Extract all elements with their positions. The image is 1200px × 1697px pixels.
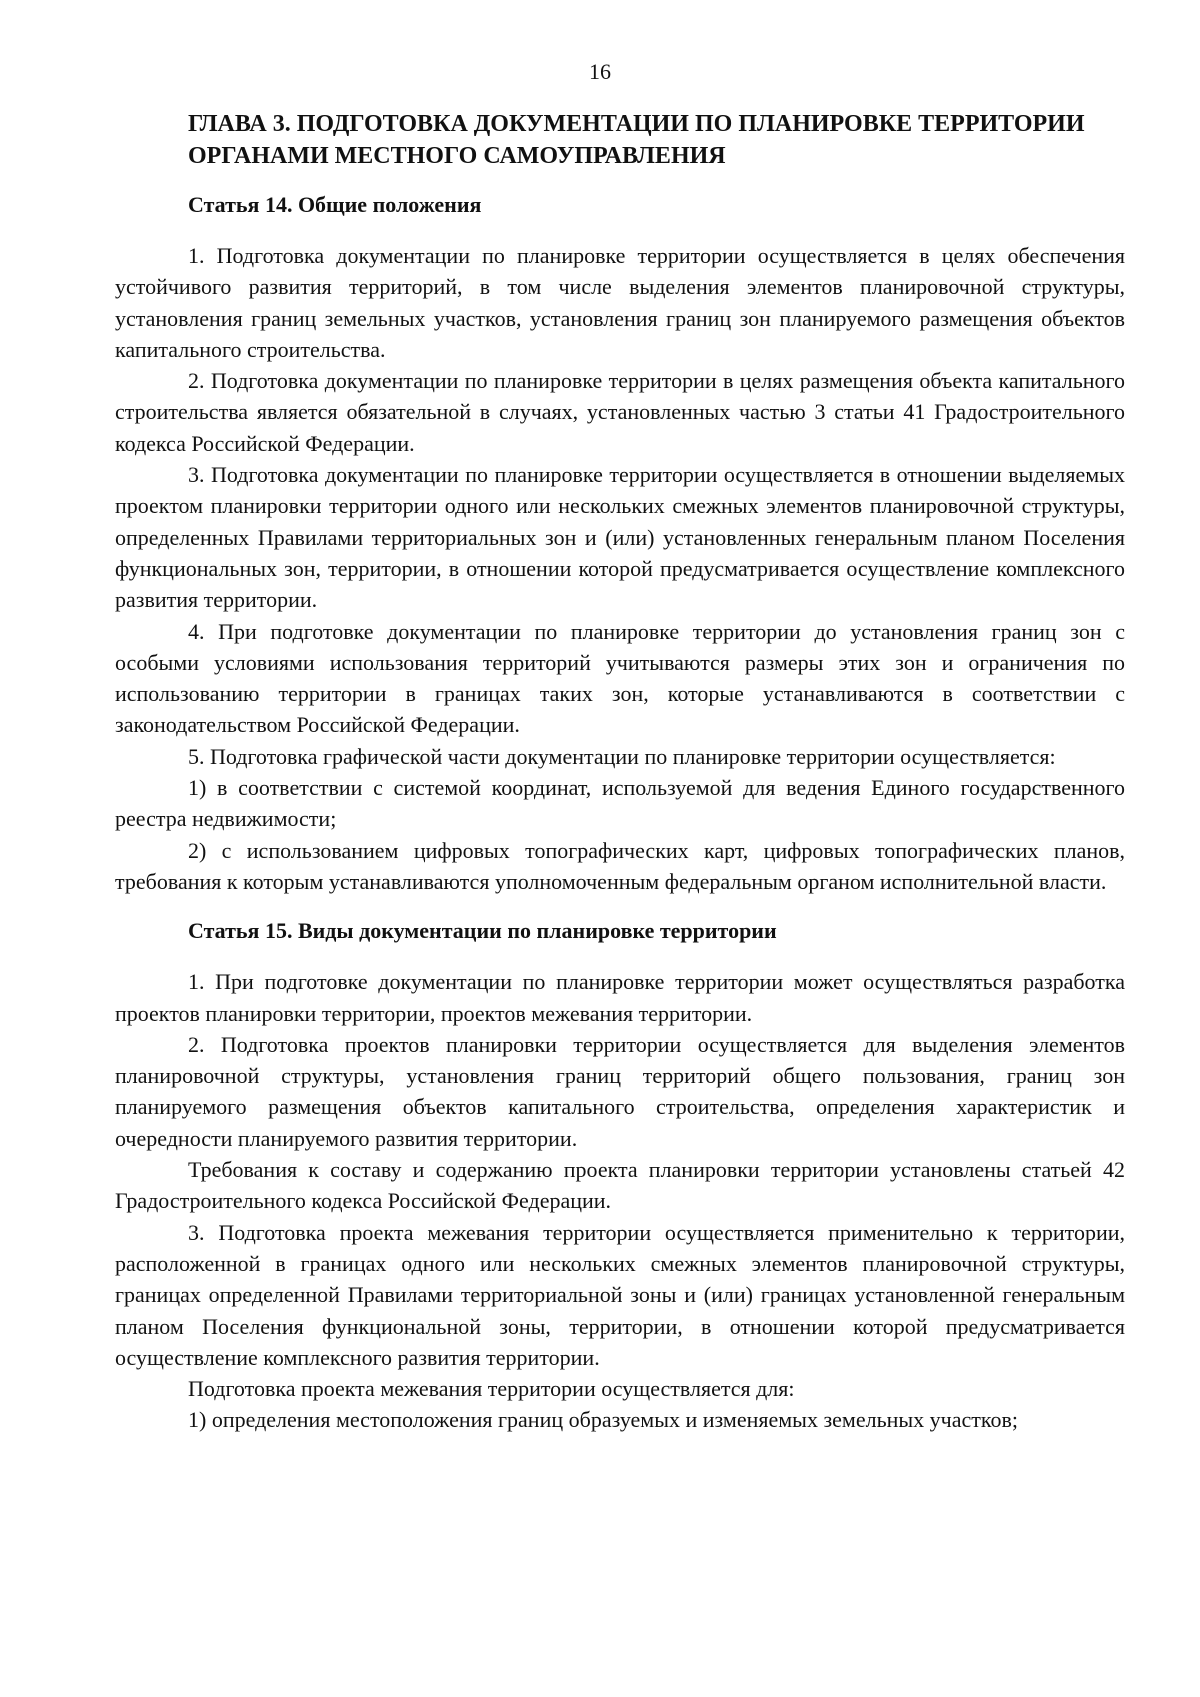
article-15-paragraph-3: 3. Подготовка проекта межевания территории осуществляется применительно к территории, расположенной в границах одного или нескольких смежных элементов планировочной структуры, границах определенной Правилами территориальной зоны и (или) границах установленной генеральным планом Поселения функциональной зоны, территории, в отношении которой предусматривается осуществление комплексного развития территории. — [115, 1219, 1125, 1370]
article-15-body — [115, 966, 1125, 1435]
page-number: 16 — [589, 59, 611, 84]
article-14-list-item-2: 2) с использованием цифровых топографических карт, цифровых топографических планов, требования к которым устанавливаются уполномоченным федеральным органом исполнительной власти. — [115, 837, 1125, 894]
article-14-body — [115, 240, 1125, 897]
article-14-paragraph-5: 5. Подготовка графической части документации по планировке территории осуществляется: — [188, 743, 1056, 769]
article-15-paragraph-1: 1. При подготовке документации по планировке территории может осуществляться разработка проектов планировки территории, проектов межевания территории. — [115, 969, 1125, 1026]
article-14-title: Статья 14. Общие положения — [188, 192, 482, 217]
article-15-paragraph-purposes: Подготовка проекта межевания территории осуществляется для: — [188, 1376, 795, 1402]
chapter-title: ГЛАВА 3. ПОДГОТОВКА ДОКУМЕНТАЦИИ ПО ПЛАНИРОВКЕ ТЕРРИТОРИИ ОРГАНАМИ МЕСТНОГО САМОУПРАВЛЕНИЯ — [188, 111, 1085, 169]
article-15-paragraph-2: 2. Подготовка проектов планировки территории осуществляется для выделения элементов планировочной структуры, установления границ территорий общего пользования, границ зон планируемого размещения объектов капитального строительства, определения характеристик и очередности планируемого развития территории. — [115, 1031, 1125, 1151]
article-14-paragraph-1: 1. Подготовка документации по планировке территории осуществляется в целях обеспечения устойчивого развития территорий, в том числе выделения элементов планировочной структуры, установления границ земельных участков, установления границ зон планируемого размещения объектов капитального строительства. — [115, 243, 1125, 362]
article-14-paragraph-3: 3. Подготовка документации по планировке территории осуществляется в отношении выделяемых проектом планировки территории одного или нескольких смежных элементов планировочной структуры, определенных Правилами территориальных зон и (или) установленных генеральным планом Поселения функциональных зон, территории, в отношении которой предусматривается осуществление комплексного развития территории. — [115, 462, 1125, 613]
page-content — [115, 108, 1125, 1436]
article-14-list-item-1: 1) в соответствии с системой координат, используемой для ведения Единого государственного реестра недвижимости; — [115, 775, 1125, 832]
article-14-paragraph-2: 2. Подготовка документации по планировке территории в целях размещения объекта капитального строительства является обязательной в случаях, установленных частью 3 статьи 41 Градостроительного кодекса Российской Федерации. — [115, 368, 1125, 456]
article-15-title: Статья 15. Виды документации по планировке территории — [188, 918, 777, 944]
article-15-list-item-1: 1) определения местоположения границ образуемых и изменяемых земельных участков; — [188, 1407, 1018, 1433]
article-14-paragraph-4: 4. При подготовке документации по планировке территории до установления границ зон с особыми условиями использования территорий учитываются размеры этих зон и ограничения по использованию территории в границах таких зон, которые устанавливаются в соответствии с законодательством Российской Федерации. — [115, 618, 1125, 738]
article-15-paragraph-requirements: Требования к составу и содержанию проекта планировки территории установлены статьей 42 Градостроительного кодекса Российской Федерации. — [115, 1157, 1125, 1214]
